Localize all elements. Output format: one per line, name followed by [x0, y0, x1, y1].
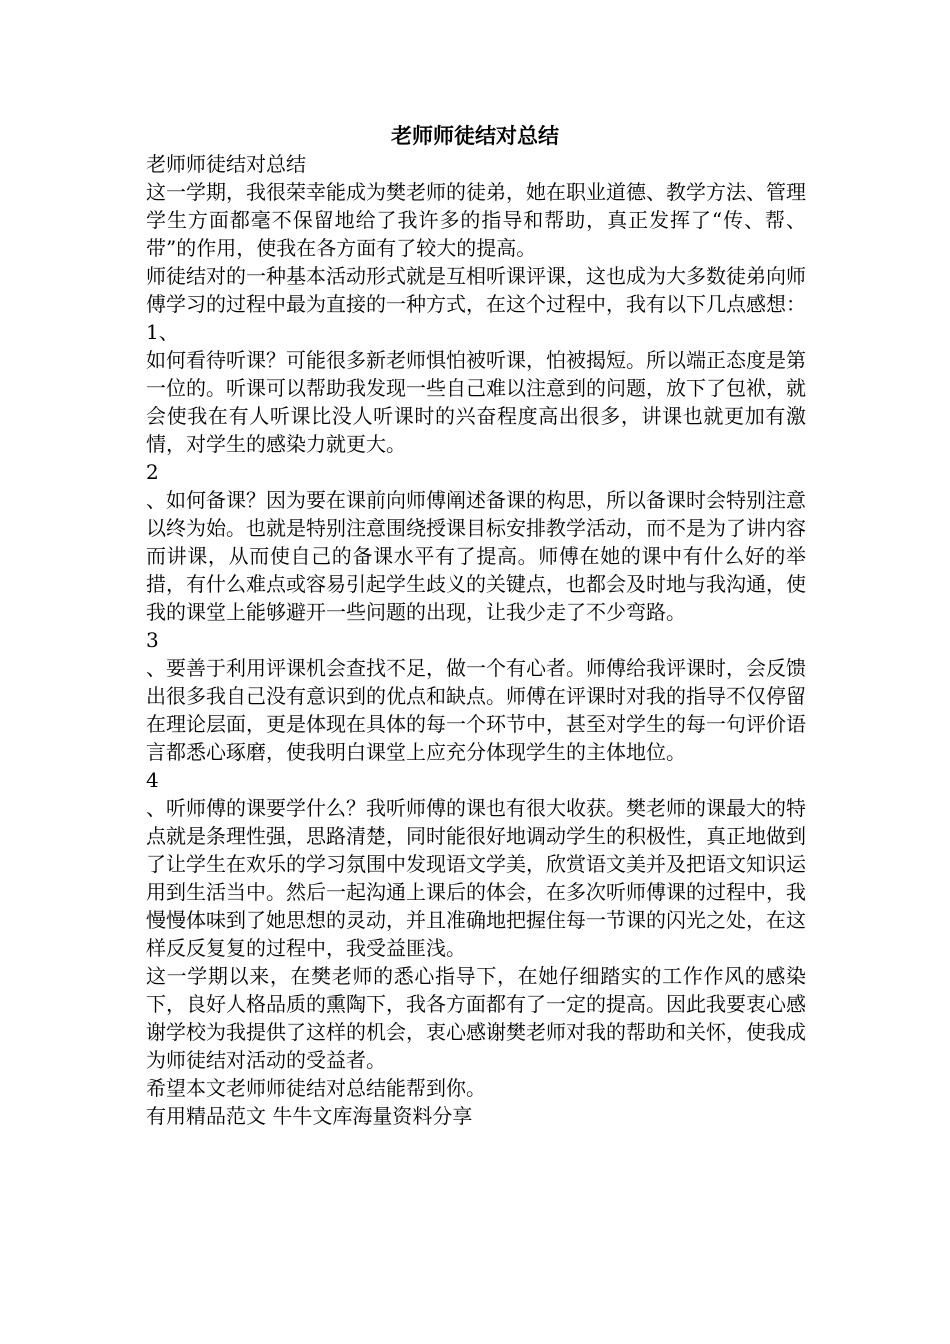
document-body: [146, 150, 806, 1130]
body-paragraph: 如何看待听课？可能很多新老师惧怕被听课，怕被揭短。所以端正态度是第一位的。听课可以帮助我发现一些自己难以注意到的问题，放下了包袱，就会使我在有人听课比没人听课时的兴奋程度高出很多，讲课也就更加有激情，对学生的感染力就更大。: [146, 348, 806, 456]
item-number: 1、: [146, 320, 179, 344]
footer-line: 有用精品范文 牛牛文库海量资料分享: [146, 1104, 473, 1128]
body-paragraph: 这一学期，我很荣幸能成为樊老师的徒弟，她在职业道德、教学方法、管理学生方面都毫不保留地给了我许多的指导和帮助，真正发挥了“传、帮、带”的作用，使我在各方面有了较大的提高。: [146, 180, 806, 260]
subtitle-line: 老师师徒结对总结: [146, 152, 306, 176]
body-paragraph: 、听师傅的课要学什么？我听师傅的课也有很大收获。樊老师的课最大的特点就是条理性强，思路清楚，同时能很好地调动学生的积极性，真正地做到了让学生在欢乐的学习氛围中发现语文学美，欣赏语文美并及把语文知识运用到生活当中。然后一起沟通上课后的体会，在多次听师傅课的过程中，我慢慢体味到了她思想的灵动，并且准确地把握住每一节课的闪光之处，在这样反反复复的过程中，我受益匪浅。: [146, 796, 806, 960]
item-number: 2: [146, 460, 159, 484]
closing-line: 希望本文老师师徒结对总结能帮到你。: [146, 1076, 486, 1100]
body-paragraph: 、要善于利用评课机会查找不足，做一个有心者。师傅给我评课时，会反馈出很多我自己没有意识到的优点和缺点。师傅在评课时对我的指导不仅停留在理论层面，更是体现在具体的每一个环节中，甚至对学生的每一句评价语言都悉心琢磨，使我明白课堂上应充分体现学生的主体地位。: [146, 656, 806, 764]
body-paragraph: 、如何备课？因为要在课前向师傅阐述备课的构思，所以备课时会特别注意以终为始。也就是特别注意围绕授课目标安排教学活动，而不是为了讲内容而讲课，从而使自己的备课水平有了提高。师傅在她的课中有什么好的举措，有什么难点或容易引起学生歧义的关键点，也都会及时地与我沟通，使我的课堂上能够避开一些问题的出现，让我少走了不少弯路。: [146, 488, 806, 624]
body-paragraph: 师徒结对的一种基本活动形式就是互相听课评课，这也成为大多数徒弟向师傅学习的过程中最为直接的一种方式，在这个过程中，我有以下几点感想：: [146, 264, 806, 316]
document-title: 老师师徒结对总结: [391, 123, 559, 148]
item-number: 4: [146, 768, 159, 792]
item-number: 3: [146, 628, 159, 652]
body-paragraph: 这一学期以来，在樊老师的悉心指导下，在她仔细踏实的工作作风的感染下，良好人格品质的熏陶下，我各方面都有了一定的提高。因此我要衷心感谢学校为我提供了这样的机会，衷心感谢樊老师对我的帮助和关怀，使我成为师徒结对活动的受益者。: [146, 964, 806, 1072]
